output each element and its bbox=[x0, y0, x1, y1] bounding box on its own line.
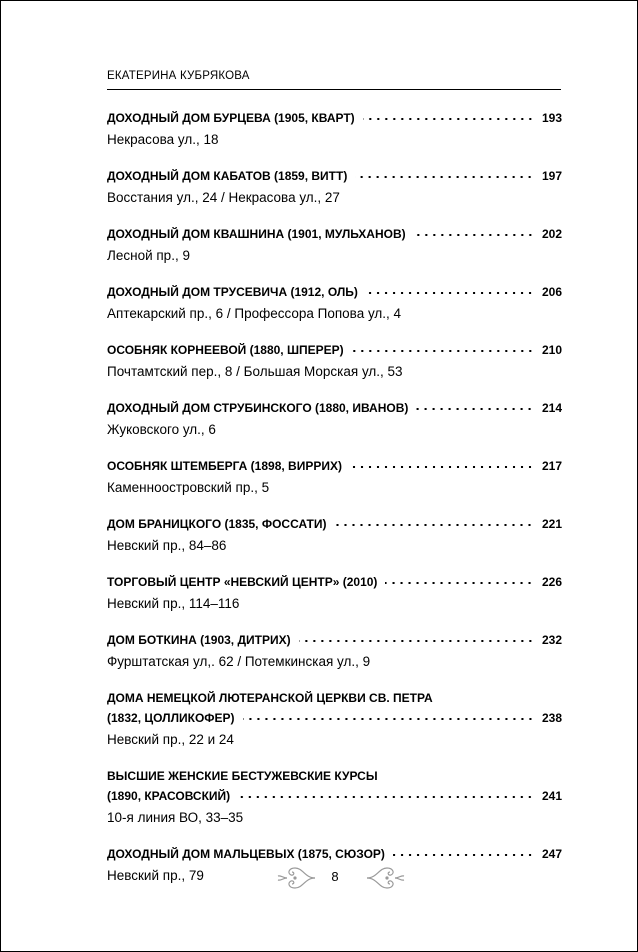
toc-entry-title-line bbox=[107, 844, 562, 864]
toc-entry bbox=[107, 630, 562, 672]
toc-entry bbox=[107, 766, 562, 828]
toc-entry-page: 221 bbox=[541, 517, 562, 531]
toc-entry-title: ДОМ БРАНИЦКОГО (1835, ФОССАТИ) bbox=[107, 517, 327, 531]
toc-entry bbox=[107, 108, 562, 150]
toc-entry-title-line bbox=[107, 786, 562, 806]
toc-entry-address: Некрасова ул., 18 bbox=[107, 132, 219, 147]
toc-entry bbox=[107, 340, 562, 382]
toc-entry bbox=[107, 688, 562, 750]
toc-entry-address: Невский пр., 84–86 bbox=[107, 538, 227, 553]
toc-entry-title-line bbox=[107, 456, 562, 476]
toc-entry-title: ДОХОДНЫЙ ДОМ СТРУБИНСКОГО (1880, ИВАНОВ) bbox=[107, 401, 409, 415]
header-rule bbox=[107, 89, 561, 90]
toc-entry-title: (1832, ЦОЛЛИКОФЕР) bbox=[107, 711, 235, 725]
toc-entry-address: 10-я линия ВО, 33–35 bbox=[107, 810, 244, 825]
toc-entry-page: 232 bbox=[541, 633, 562, 647]
running-head-author: ЕКАТЕРИНА КУБРЯКОВА bbox=[107, 70, 250, 82]
toc-entry-title-line1: ВЫСШИЕ ЖЕНСКИЕ БЕСТУЖЕВСКИЕ КУРСЫ bbox=[107, 769, 378, 783]
toc-entry-page: 226 bbox=[541, 575, 562, 589]
toc-entry-page: 241 bbox=[541, 789, 562, 803]
toc-entry-title-line1: ДОМА НЕМЕЦКОЙ ЛЮТЕРАНСКОЙ ЦЕРКВИ СВ. ПЕТРА bbox=[107, 691, 433, 705]
toc-entry-title: ДОХОДНЫЙ ДОМ БУРЦЕВА (1905, КВАРТ) bbox=[107, 111, 355, 125]
toc-entry-title: ОСОБНЯК ШТЕМБЕРГА (1898, ВИРРИХ) bbox=[107, 459, 342, 473]
dot-leader bbox=[243, 718, 534, 720]
toc-entry-title: ДОМ БОТКИНА (1903, ДИТРИХ) bbox=[107, 633, 291, 647]
toc-entry-title-line bbox=[107, 166, 562, 186]
toc-entry-title: ДОХОДНЫЙ ДОМ ТРУСЕВИЧА (1912, ОЛЬ) bbox=[107, 285, 358, 299]
dot-leader bbox=[350, 466, 534, 468]
dot-leader bbox=[355, 176, 534, 178]
toc-entry-address: Невский пр., 22 и 24 bbox=[107, 732, 234, 747]
toc-entry-title-line bbox=[107, 708, 562, 728]
toc-entry bbox=[107, 514, 562, 556]
toc-entry-page: 214 bbox=[541, 401, 562, 415]
toc-entry-title-line bbox=[107, 630, 562, 650]
toc-entry-title: ТОРГОВЫЙ ЦЕНТР «НЕВСКИЙ ЦЕНТР» (2010) bbox=[107, 575, 378, 589]
toc-entry-title: ДОХОДНЫЙ ДОМ МАЛЬЦЕВЫХ (1875, СЮЗОР) bbox=[107, 847, 385, 861]
toc-entry-address: Лесной пр., 9 bbox=[107, 248, 190, 263]
page-number: 8 bbox=[331, 869, 339, 884]
toc-entry-address: Почтамтский пер., 8 / Большая Морская ул., 53 bbox=[107, 364, 403, 379]
toc-entry-title-line bbox=[107, 224, 562, 244]
toc-entry-page: 197 bbox=[541, 169, 562, 183]
toc-entry-title-line bbox=[107, 514, 562, 534]
dot-leader bbox=[414, 234, 534, 236]
dot-leader bbox=[385, 582, 534, 584]
page-footer bbox=[1, 863, 638, 893]
toc-entry-page: 193 bbox=[541, 111, 562, 125]
toc-entry bbox=[107, 282, 562, 324]
dot-leader bbox=[352, 350, 534, 352]
toc-entry bbox=[107, 224, 562, 266]
dot-leader bbox=[334, 524, 534, 526]
dot-leader bbox=[299, 640, 534, 642]
dot-leader bbox=[238, 796, 534, 798]
table-of-contents bbox=[107, 108, 562, 902]
toc-entry bbox=[107, 572, 562, 614]
toc-entry bbox=[107, 398, 562, 440]
dot-leader bbox=[416, 408, 534, 410]
toc-entry-title-line bbox=[107, 282, 562, 302]
flourish-ornament-icon bbox=[365, 863, 407, 893]
toc-entry-address: Фурштатская ул,. 62 / Потемкинская ул., 9 bbox=[107, 654, 371, 669]
toc-entry-address: Жуковского ул., 6 bbox=[107, 422, 216, 437]
toc-entry bbox=[107, 166, 562, 208]
toc-entry-page: 238 bbox=[541, 711, 562, 725]
toc-entry-page: 206 bbox=[541, 285, 562, 299]
flourish-ornament-icon bbox=[275, 863, 317, 893]
toc-entry-title-line bbox=[107, 108, 562, 128]
toc-entry-title: ОСОБНЯК КОРНЕЕВОЙ (1880, ШПЕРЕР) bbox=[107, 343, 344, 357]
toc-entry-page: 202 bbox=[541, 227, 562, 241]
toc-entry-page: 210 bbox=[541, 343, 562, 357]
toc-entry-page: 217 bbox=[541, 459, 562, 473]
toc-entry-title-line bbox=[107, 340, 562, 360]
toc-entry-title-line bbox=[107, 398, 562, 418]
toc-entry-address: Невский пр., 114–116 bbox=[107, 596, 240, 611]
toc-entry-address: Аптекарский пр., 6 / Профессора Попова ул., 4 bbox=[107, 306, 402, 321]
toc-entry-title: ДОХОДНЫЙ ДОМ КАБАТОВ (1859, ВИТТ) bbox=[107, 169, 348, 183]
toc-entry-address: Восстания ул., 24 / Некрасова ул., 27 bbox=[107, 190, 340, 205]
toc-entry-address: Невский пр., 79 bbox=[107, 868, 204, 883]
toc-entry-title-line bbox=[107, 572, 562, 592]
toc-entry bbox=[107, 456, 562, 498]
dot-leader bbox=[366, 292, 534, 294]
toc-entry-title: ДОХОДНЫЙ ДОМ КВАШНИНА (1901, МУЛЬХАНОВ) bbox=[107, 227, 406, 241]
toc-entry-address: Каменноостровский пр., 5 bbox=[107, 480, 270, 495]
toc-entry-title: (1890, КРАСОВСКИЙ) bbox=[107, 789, 231, 803]
toc-entry-page: 247 bbox=[541, 847, 562, 861]
dot-leader bbox=[393, 854, 534, 856]
dot-leader bbox=[363, 118, 534, 120]
